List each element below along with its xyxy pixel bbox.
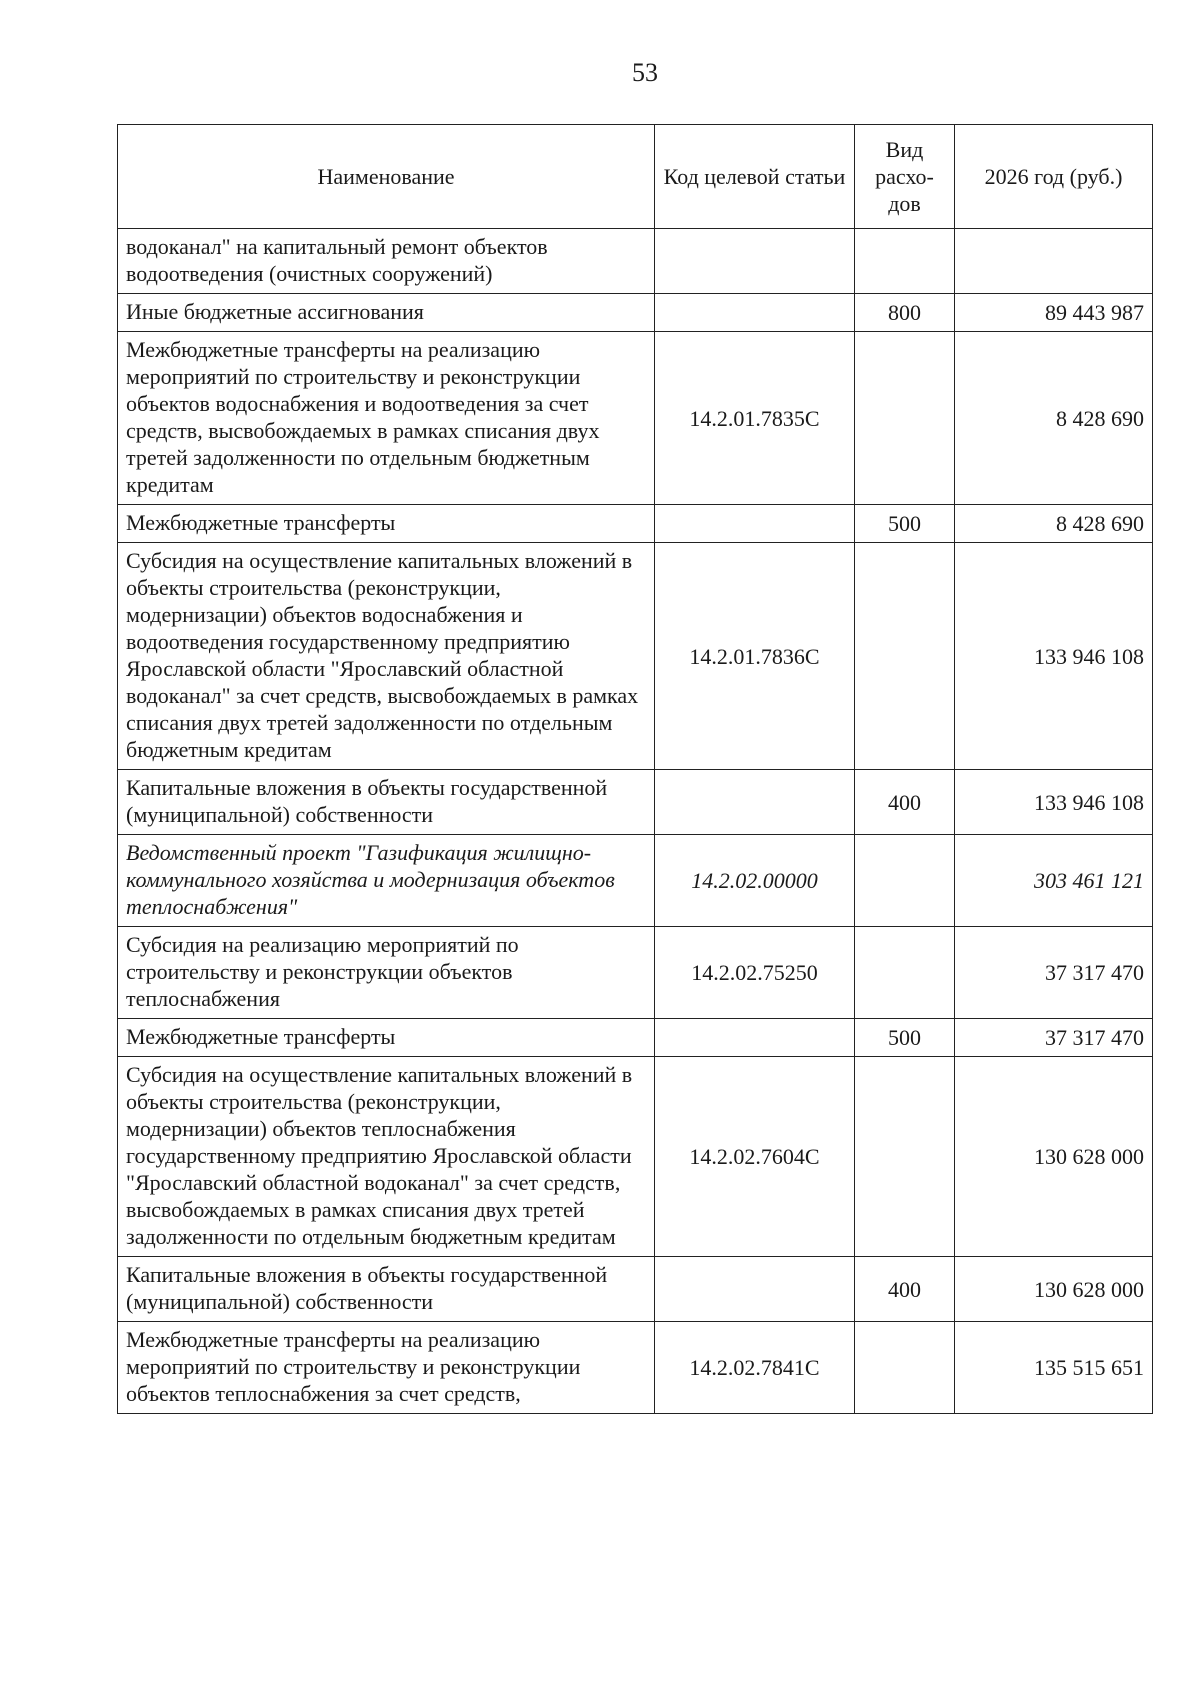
row-sum: 135 515 651 xyxy=(955,1322,1153,1414)
row-type xyxy=(855,332,955,505)
row-sum: 303 461 121 xyxy=(955,835,1153,927)
row-name: Межбюджетные трансферты на реализацию мероприятий по строительству и реконструкции объектов водоснабжения и водоотведения за счет средств, высвобождаемых в рамках списания двух третей задолженности по отдельным бюджетным кредитам xyxy=(118,332,655,505)
table-row xyxy=(118,1257,1153,1322)
row-sum: 133 946 108 xyxy=(955,770,1153,835)
row-code xyxy=(655,1019,855,1057)
row-sum: 89 443 987 xyxy=(955,294,1153,332)
table-header-row xyxy=(118,125,1153,229)
table-row xyxy=(118,294,1153,332)
table-row xyxy=(118,770,1153,835)
row-name: Ведомственный проект "Газификация жилищно-коммунального хозяйства и модернизация объектов теплоснабжения" xyxy=(118,835,655,927)
page-number: 53 xyxy=(632,58,658,87)
row-type: 800 xyxy=(855,294,955,332)
row-code xyxy=(655,505,855,543)
row-code: 14.2.02.7604С xyxy=(655,1057,855,1257)
row-code: 14.2.02.7841С xyxy=(655,1322,855,1414)
row-type xyxy=(855,1322,955,1414)
row-code xyxy=(655,1257,855,1322)
row-type xyxy=(855,1057,955,1257)
table-row xyxy=(118,505,1153,543)
table-row xyxy=(118,543,1153,770)
row-sum: 8 428 690 xyxy=(955,505,1153,543)
table-row xyxy=(118,927,1153,1019)
row-sum: 37 317 470 xyxy=(955,1019,1153,1057)
row-sum: 37 317 470 xyxy=(955,927,1153,1019)
row-type: 500 xyxy=(855,505,955,543)
row-type: 400 xyxy=(855,770,955,835)
header-sum: 2026 год (руб.) xyxy=(955,125,1153,229)
row-code xyxy=(655,294,855,332)
row-name: Межбюджетные трансферты xyxy=(118,1019,655,1057)
row-name: Межбюджетные трансферты на реализацию мероприятий по строительству и реконструкции объектов теплоснабжения за счет средств, xyxy=(118,1322,655,1414)
table-row xyxy=(118,1019,1153,1057)
row-type: 500 xyxy=(855,1019,955,1057)
header-type: Вид расхо-дов xyxy=(855,125,955,229)
row-type xyxy=(855,229,955,294)
header-code: Код целевой статьи xyxy=(655,125,855,229)
row-sum: 8 428 690 xyxy=(955,332,1153,505)
row-name: Капитальные вложения в объекты государственной (муниципальной) собственности xyxy=(118,770,655,835)
row-sum: 133 946 108 xyxy=(955,543,1153,770)
row-name: Иные бюджетные ассигнования xyxy=(118,294,655,332)
table-row-project xyxy=(118,835,1153,927)
row-sum xyxy=(955,229,1153,294)
budget-table xyxy=(117,124,1153,1414)
row-sum: 130 628 000 xyxy=(955,1257,1153,1322)
row-name: водоканал" на капитальный ремонт объектов водоотведения (очистных сооружений) xyxy=(118,229,655,294)
row-name: Субсидия на осуществление капитальных вложений в объекты строительства (реконструкции, модернизации) объектов теплоснабжения государственному предприятию Ярославской области "Ярославский областной водоканал" за счет средств, высвобождаемых в рамках списания двух третей задолженности по отдельным бюджетным кредитам xyxy=(118,1057,655,1257)
row-code xyxy=(655,770,855,835)
row-code: 14.2.02.00000 xyxy=(655,835,855,927)
row-type xyxy=(855,835,955,927)
row-code: 14.2.01.7835С xyxy=(655,332,855,505)
table-row xyxy=(118,1322,1153,1414)
row-code: 14.2.01.7836С xyxy=(655,543,855,770)
header-name: Наименование xyxy=(118,125,655,229)
table-row xyxy=(118,229,1153,294)
row-type xyxy=(855,543,955,770)
row-name: Межбюджетные трансферты xyxy=(118,505,655,543)
row-type: 400 xyxy=(855,1257,955,1322)
table-row xyxy=(118,1057,1153,1257)
row-name: Субсидия на осуществление капитальных вложений в объекты строительства (реконструкции, модернизации) объектов водоснабжения и водоотведения государственному предприятию Ярославской области "Ярославский областной водоканал" за счет средств, высвобождаемых в рамках списания двух третей задолженности по отдельным бюджетным кредитам xyxy=(118,543,655,770)
row-code: 14.2.02.75250 xyxy=(655,927,855,1019)
row-name: Субсидия на реализацию мероприятий по строительству и реконструкции объектов теплоснабжения xyxy=(118,927,655,1019)
table-row xyxy=(118,332,1153,505)
row-type xyxy=(855,927,955,1019)
row-name: Капитальные вложения в объекты государственной (муниципальной) собственности xyxy=(118,1257,655,1322)
row-sum: 130 628 000 xyxy=(955,1057,1153,1257)
row-code xyxy=(655,229,855,294)
